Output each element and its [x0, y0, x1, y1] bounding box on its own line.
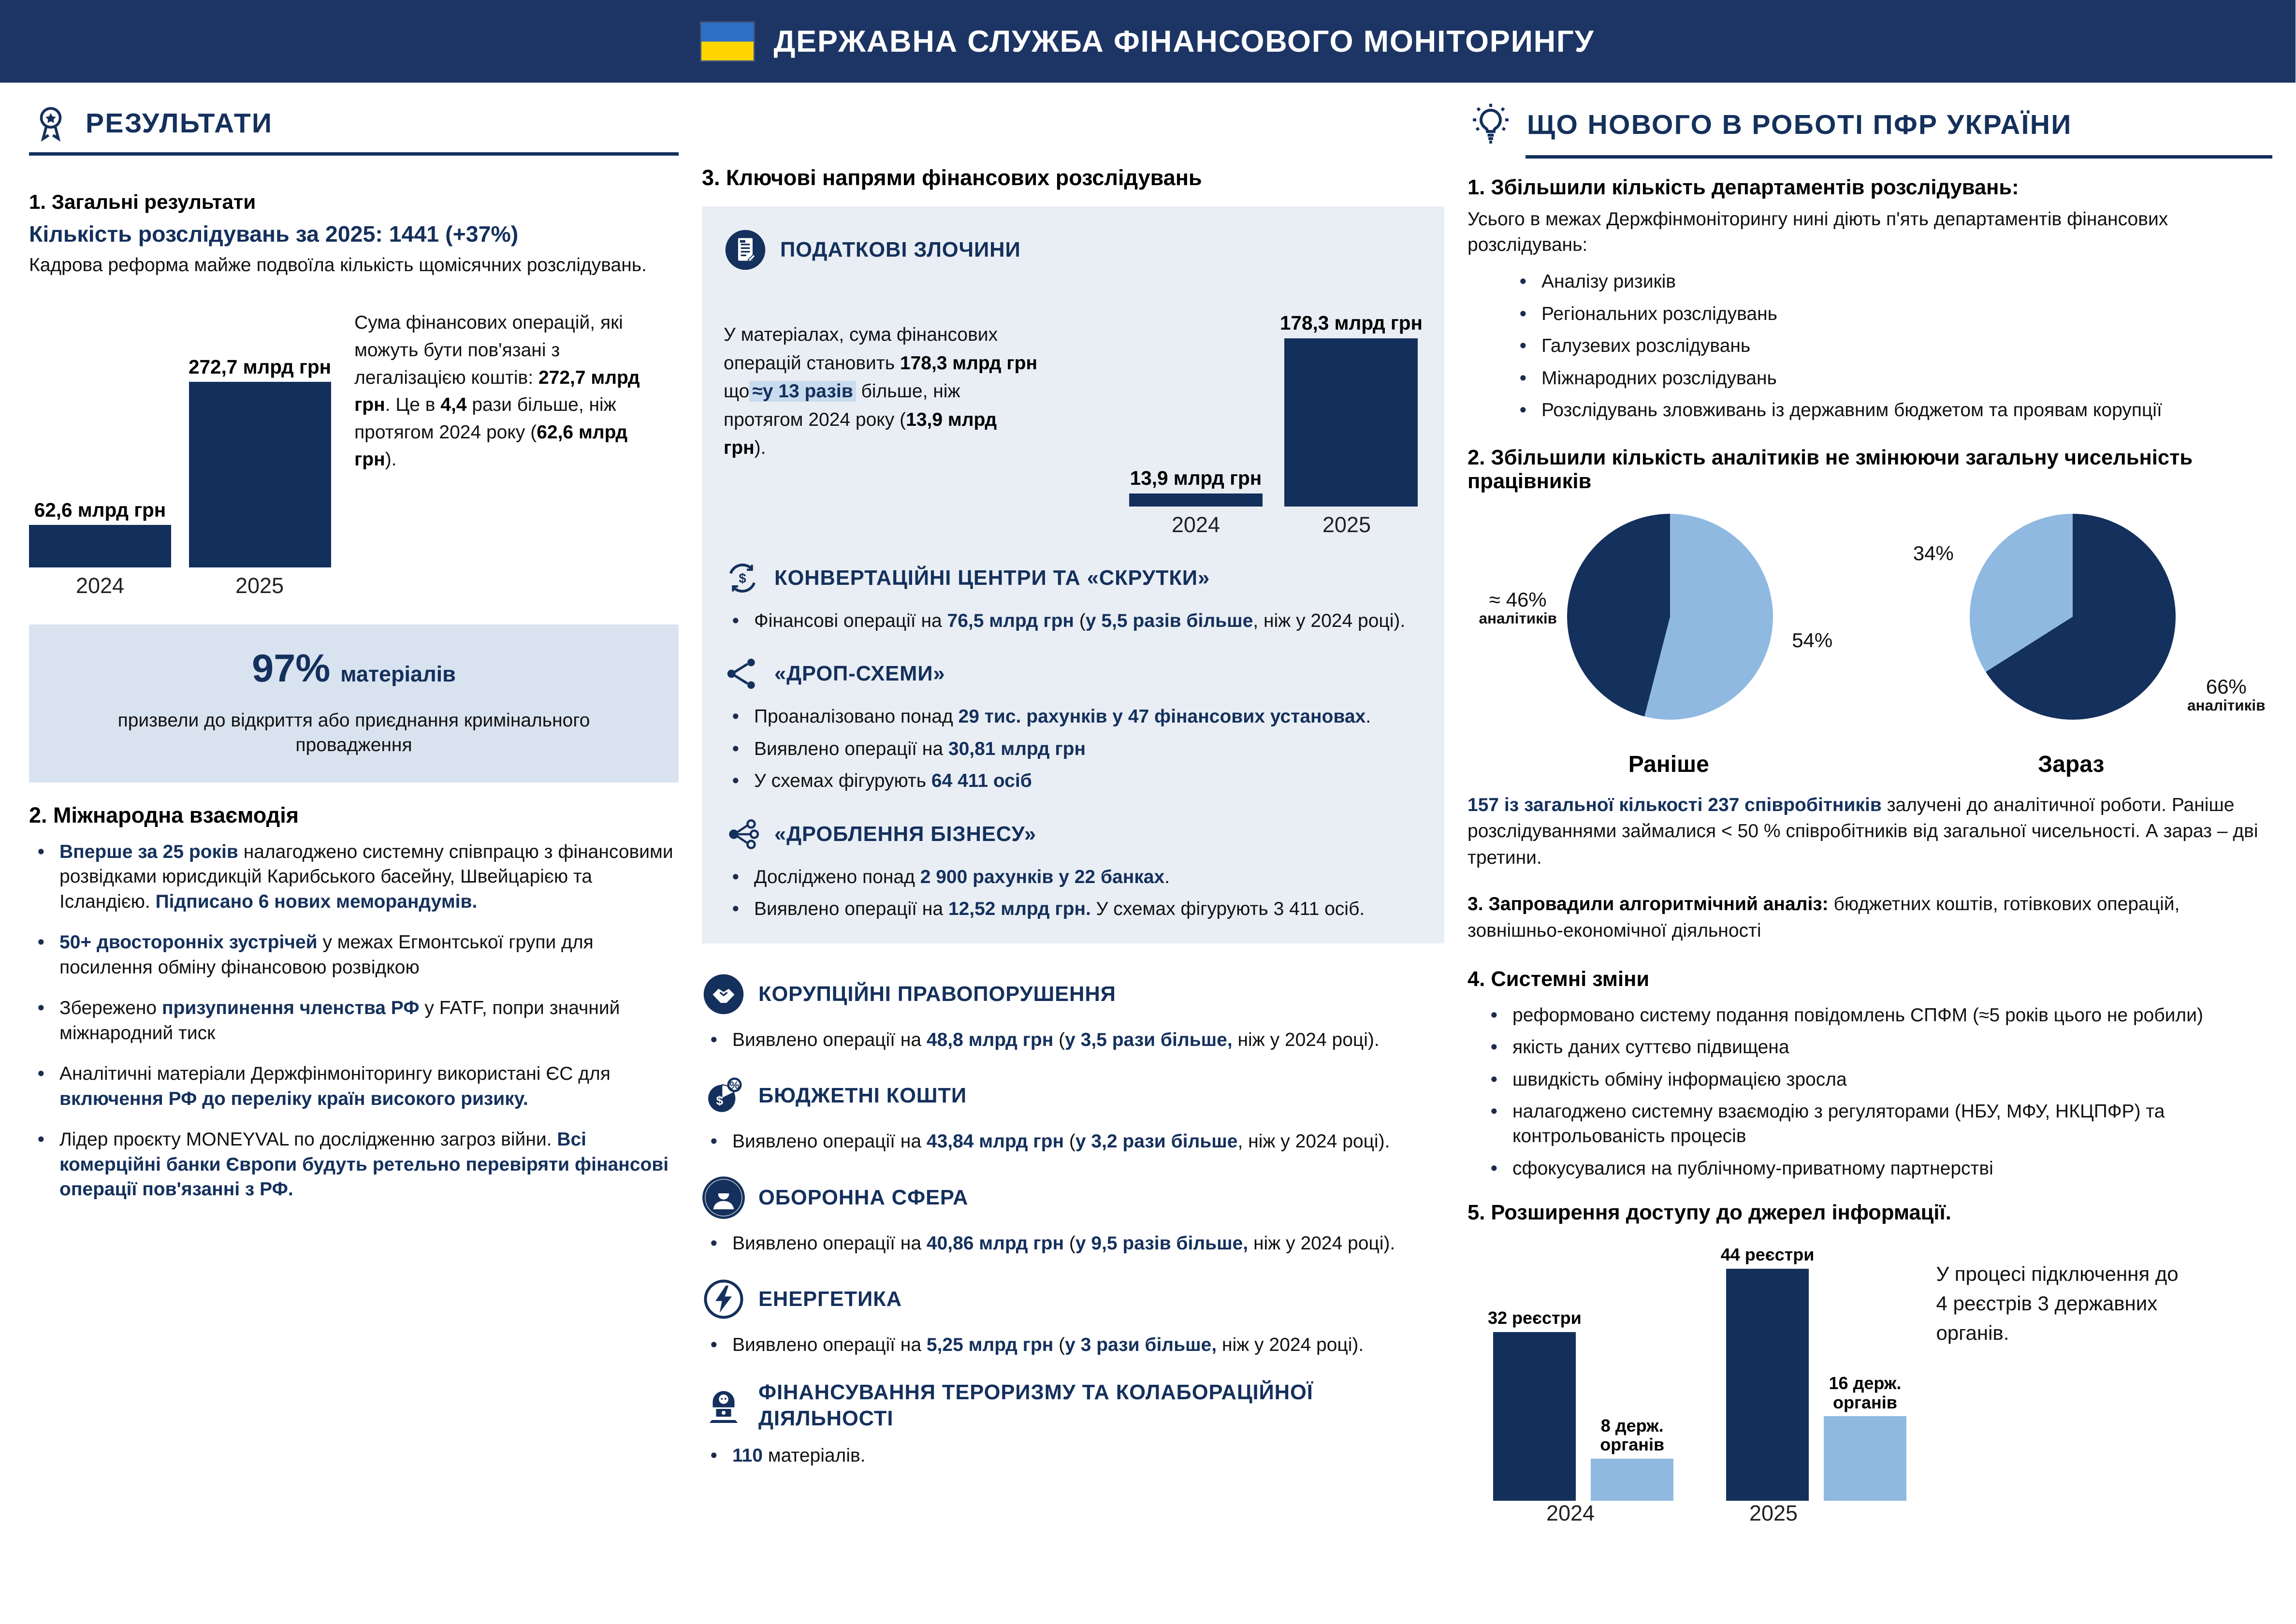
bar-value-label: 178,3 млрд грн — [1279, 312, 1423, 334]
axis-label-2025: 2025 — [1749, 1501, 1798, 1525]
budget-pie-icon — [702, 1074, 745, 1117]
ukraine-flag-icon — [701, 23, 754, 60]
tax-bar-chart — [1054, 277, 1423, 537]
registries-group-2024 — [1488, 1308, 1683, 1501]
drop-schemes-heading-row — [724, 655, 1423, 693]
handshake-icon — [702, 972, 745, 1016]
whats-new-divider — [1526, 155, 2272, 159]
defense-title: ОБОРОННА СФЕРА — [758, 1186, 969, 1209]
svg-text:$: $ — [739, 570, 746, 586]
page-title: ДЕРЖАВНА СЛУЖБА ФІНАНСОВОГО МОНІТОРИНГУ — [773, 24, 1595, 58]
tax-crimes-title: ПОДАТКОВІ ЗЛОЧИНИ — [780, 238, 1021, 261]
registries-bar-2025 — [1726, 1269, 1809, 1501]
list-item: • Вперше за 25 років налагоджено системну співпрацю з фінансовими розвідками юрисдикцій Карибського басейну, Швейцарією та Ісландією. Підписано 6 нових меморандумів. — [35, 840, 679, 914]
corruption-heading-row — [702, 972, 1444, 1016]
departments-title: 1. Збільшили кількість департаментів розслідувань: — [1468, 176, 2019, 199]
tax-crimes-heading-row — [724, 228, 1423, 272]
bar-2024 — [29, 525, 171, 567]
axis-label-2024: 2024 — [1171, 512, 1220, 537]
bar-group-2025 — [1280, 312, 1423, 507]
share-nodes-icon — [724, 655, 761, 693]
axis-label-2024: 2024 — [1546, 1501, 1595, 1525]
investigations-kpi: Кількість розслідувань за 2025: 1441 (+37%) — [29, 221, 519, 246]
axis-label-2024: 2024 — [75, 573, 125, 598]
medal-icon — [29, 102, 73, 145]
svg-text:$: $ — [716, 1093, 724, 1108]
pie-label-now-analysts: 66% аналітиків — [2187, 675, 2266, 714]
lightning-icon — [702, 1277, 745, 1321]
list-item: • 50+ двосторонніх зустрічей у межах Егмонтської групи для посилення обміну фінансовою розвідкою — [35, 930, 679, 980]
terrorism-heading-row — [702, 1379, 1444, 1432]
list-item: • Фінансові операції на 76,5 млрд грн (у 5,5 разів більше, ніж у 2024 році). — [729, 609, 1423, 633]
conversion-title: КОНВЕРТАЦІЙНІ ЦЕНТРИ ТА «СКРУТКИ» — [774, 566, 1210, 590]
business-splitting-title: «ДРОБЛЕННЯ БІЗНЕСУ» — [774, 822, 1036, 846]
budget-list — [708, 1129, 1444, 1154]
currency-exchange-icon — [724, 559, 761, 597]
conversion-list — [729, 609, 1423, 633]
list-item: • Регіональних розслідувань — [1517, 302, 2272, 326]
list-item: • сфокусувалися на публічному-приватному партнерстві — [1488, 1156, 2272, 1181]
bar-2025 — [1284, 338, 1418, 507]
list-item: • швидкість обміну інформацією зросла — [1488, 1067, 2272, 1092]
results-column — [29, 102, 679, 1218]
svg-text:%: % — [729, 1079, 740, 1092]
pie-before-block — [1479, 505, 1859, 778]
operations-chart-row — [29, 309, 679, 598]
system-changes-list — [1488, 1003, 2272, 1181]
tax-crimes-paragraph: У матеріалах, сума фінансових операцій становить 178,3 млрд грн що ≈у 13 разів більше, ніж протягом 2024 року (13,9 млрд грн). — [724, 324, 1037, 458]
list-item: • Виявлено операції на 12,52 млрд грн. У схемах фігурують 3 411 осіб. — [729, 897, 1423, 921]
drop-schemes-title: «ДРОП-СХЕМИ» — [774, 662, 945, 686]
results-title: РЕЗУЛЬТАТИ — [86, 108, 273, 139]
operations-bar-chart — [29, 309, 331, 598]
list-item: • Міжнародних розслідувань — [1517, 366, 2272, 391]
list-item: • Виявлено операції на 5,25 млрд грн (у 3 рази більше, ніж у 2024 році). — [708, 1333, 1444, 1357]
tax-crimes-content — [724, 277, 1423, 537]
people-network-icon — [724, 815, 761, 853]
header-bar — [0, 0, 2296, 83]
bar-value-label: 62,6 млрд грн — [34, 498, 166, 521]
materials-description: призвели до відкриття або приєднання кримінального провадження — [117, 710, 590, 756]
key-areas-column — [702, 102, 1444, 1476]
bar-group-2024 — [29, 499, 171, 568]
algorithmic-analysis-paragraph: 3. Запровадили алгоритмічний аналіз: бюджетних коштів, готівкових операцій, зовнішньо-економічної діяльності — [1468, 894, 2180, 941]
bar-value-label: 13,9 млрд грн — [1130, 467, 1262, 490]
analysts-title: 2. Збільшили кількість аналітиків не змінюючи загальну чисельність працівників — [1468, 446, 2193, 493]
registries-group-2025 — [1721, 1245, 1916, 1501]
tax-crimes-box — [702, 206, 1444, 943]
materials-percentage: 97% — [252, 647, 331, 691]
international-title: 2. Міжнародна взаємодія — [29, 802, 299, 827]
business-splitting-list — [729, 865, 1423, 922]
whats-new-heading-row — [1468, 102, 2272, 148]
registries-bar-chart — [1468, 1245, 2272, 1526]
bar-group-2024 — [1129, 467, 1263, 507]
system-changes-title: 4. Системні зміни — [1468, 967, 1650, 991]
list-item: • налагоджено системну взаємодію з регуляторами (НБУ, МФУ, НКЦПФР) та контрольованість процесів — [1488, 1099, 2272, 1149]
content-columns — [0, 83, 2296, 1526]
bar-value-label: 32 реєстри — [1488, 1308, 1582, 1328]
drop-schemes-list — [729, 704, 1423, 793]
terrorism-title: ФІНАНСУВАННЯ ТЕРОРИЗМУ ТА КОЛАБОРАЦІЙНОЇ ДІЯЛЬНОСТІ — [758, 1380, 1313, 1431]
budget-heading-row — [702, 1074, 1444, 1117]
bar-value-label: 272,7 млрд грн — [189, 355, 332, 378]
list-item: • Виявлено операції на 40,86 млрд грн (у 9,5 разів більше, ніж у 2024 році). — [708, 1231, 1444, 1256]
corruption-list — [708, 1028, 1444, 1052]
pie-now-block — [1881, 505, 2266, 778]
materials-label: матеріалів — [340, 662, 456, 687]
reform-note: Кадрова реформа майже подвоїла кількість щомісячних розслідувань. — [29, 255, 647, 276]
registries-bar-2024 — [1493, 1332, 1576, 1501]
hacker-icon — [702, 1384, 745, 1427]
access-title: 5. Розширення доступу до джерел інформації. — [1468, 1201, 1951, 1225]
list-item: • Розслідувань зловживань із державним бюджетом та проявам корупції — [1517, 398, 2272, 422]
bar-value-label: 16 держ. органів — [1829, 1373, 1902, 1412]
list-item: • якість даних суттєво підвищена — [1488, 1035, 2272, 1059]
bar-value-label: 8 держ. органів — [1600, 1415, 1665, 1455]
materials-97-box — [29, 624, 679, 782]
whats-new-column — [1468, 102, 2272, 1526]
pie-caption-now: Зараз — [2038, 751, 2105, 777]
bar-2025 — [189, 382, 331, 567]
axis-label-2025: 2025 — [235, 573, 284, 598]
list-item: • Виявлено операції на 30,81 млрд грн — [729, 737, 1423, 761]
agencies-bar-2025 — [1824, 1416, 1906, 1501]
departments-text: Усього в межах Держфінмоніторингу нині діють п'ять департаментів фінансових розслідувань: — [1468, 209, 2168, 255]
terrorism-list — [708, 1443, 1444, 1468]
list-item: • У схемах фігурують 64 411 осіб — [729, 768, 1423, 793]
analysts-pie-charts — [1468, 505, 2272, 778]
pie-caption-before: Раніше — [1628, 751, 1709, 777]
defense-list — [708, 1231, 1444, 1256]
list-item: • Галузевих розслідувань — [1517, 334, 2272, 358]
budget-title: БЮДЖЕТНІ КОШТИ — [758, 1084, 967, 1108]
bar-2024 — [1129, 493, 1263, 507]
energy-heading-row — [702, 1277, 1444, 1321]
list-item: • 110 матеріалів. — [708, 1443, 1444, 1468]
pie-label-before-other: 54% — [1792, 628, 1833, 652]
list-item: • Виявлено операції на 48,8 млрд грн (у 3,5 рази більше, ніж у 2024 році). — [708, 1028, 1444, 1052]
international-list — [35, 840, 679, 1202]
list-item: • Виявлено операції на 43,84 млрд грн (у 3,2 рази більше, ніж у 2024 році). — [708, 1129, 1444, 1154]
key-areas-title: 3. Ключові напрями фінансових розслідувань — [702, 165, 1202, 190]
defense-heading-row — [702, 1176, 1444, 1219]
tax-document-icon — [724, 228, 767, 272]
departments-list — [1517, 269, 2272, 422]
bar-value-label: 44 реєстри — [1720, 1245, 1815, 1265]
conversion-heading-row — [724, 559, 1423, 597]
business-splitting-heading-row — [724, 815, 1423, 853]
list-item: • реформовано систему подання повідомлень СПФМ (≈5 років цього не робили) — [1488, 1003, 2272, 1028]
list-item: • Досліджено понад 2 900 рахунків у 22 банках. — [729, 865, 1423, 889]
operations-side-note: Сума фінансових операцій, які можуть бути пов'язані з легалізацією коштів: 272,7 млрд грн. Це в 4,4 рази більше, ніж протягом 2024 року (62,6 млрд грн). — [354, 312, 640, 470]
results-heading-row — [29, 102, 679, 145]
list-item: • Лідер проєкту MONEYVAL по дослідженню загроз війни. Всі комерційні банки Європи будуть ретельно перевіряти фінансові операції пов'язанні з РФ. — [35, 1127, 679, 1202]
list-item: • Збережено призупинення членства РФ у FATF, попри значний міжнародний тиск — [35, 996, 679, 1045]
list-item: • Проаналізовано понад 29 тис. рахунків у 47 фінансових установах. — [729, 704, 1423, 729]
pie-label-now-other: 34% — [1913, 541, 1954, 565]
whats-new-title: ЩО НОВОГО В РОБОТІ ПФР УКРАЇНИ — [1527, 109, 2072, 140]
list-item: • Аналізу ризиків — [1517, 269, 2272, 294]
registries-note: У процесі підключення до 4 реєстрів 3 державних органів. — [1936, 1262, 2179, 1345]
list-item: • Аналітичні матеріали Держфінмоніторингу використані ЄС для включення РФ до переліку країн високого ризику. — [35, 1061, 679, 1111]
analysts-paragraph: 157 із загальної кількості 237 співробітників залучені до аналітичної роботи. Раніше розслідуваннями займалися < 50 % співробітників від загальної чисельності. А зараз – дві третини. — [1468, 794, 2258, 868]
results-divider — [29, 152, 679, 156]
pie-label-before-analysts: ≈ 46% аналітиків — [1479, 588, 1557, 627]
energy-list — [708, 1333, 1444, 1357]
bar-group-2025 — [189, 356, 331, 568]
energy-title: ЕНЕРГЕТИКА — [758, 1288, 902, 1311]
agencies-bar-2024 — [1591, 1459, 1673, 1501]
pie-chart-before — [1567, 514, 1773, 720]
lightbulb-icon — [1468, 102, 1514, 148]
soldier-icon — [702, 1176, 745, 1219]
corruption-title: КОРУПЦІЙНІ ПРАВОПОРУШЕННЯ — [758, 982, 1116, 1006]
general-results-title: 1. Загальні результати — [29, 190, 256, 213]
pie-chart-now — [1970, 514, 2176, 720]
axis-label-2025: 2025 — [1322, 512, 1371, 537]
